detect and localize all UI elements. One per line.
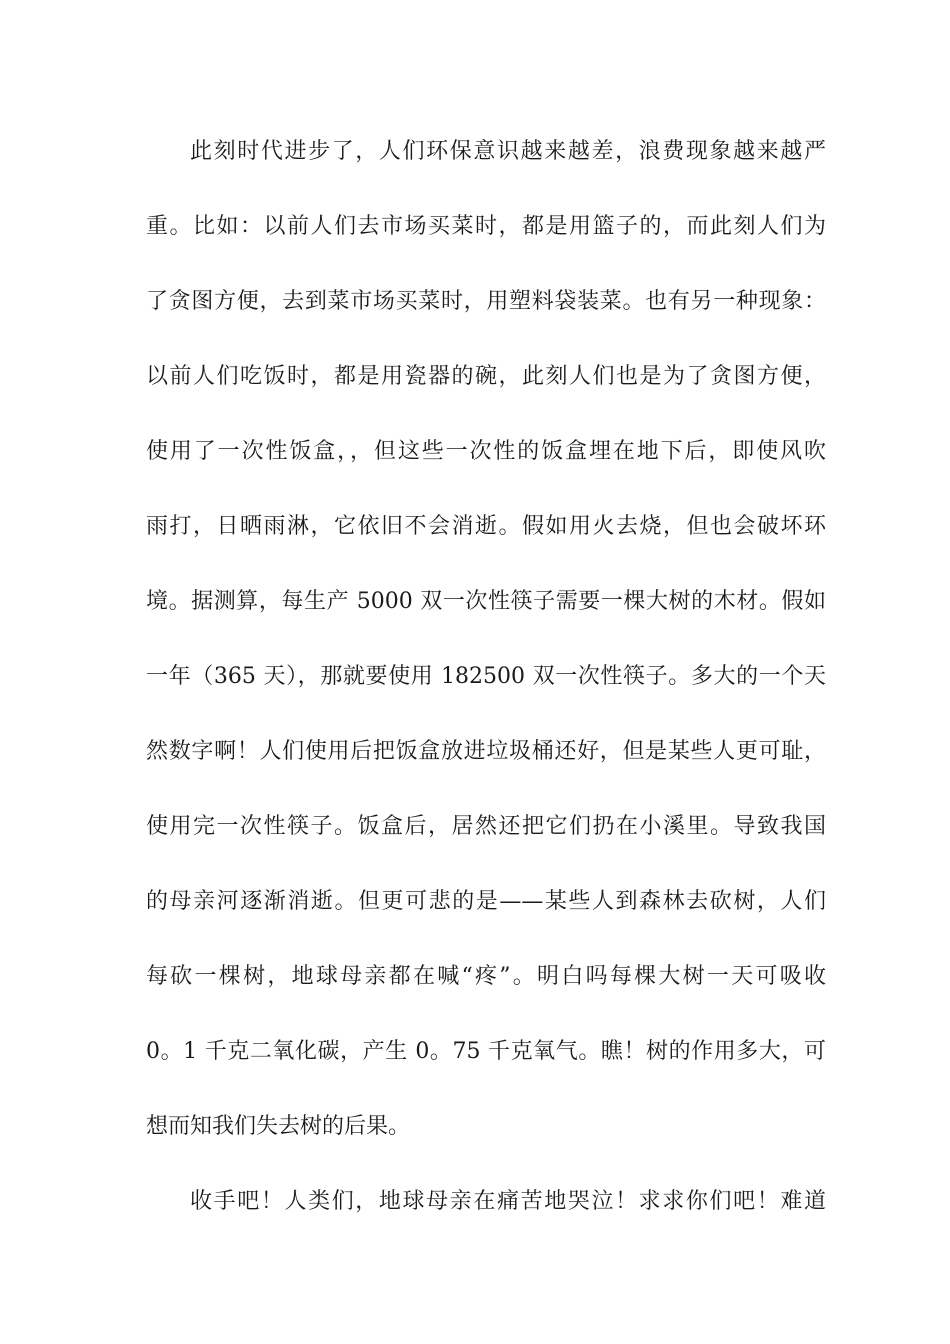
paragraph-1-line-11: 的母亲河逐渐消逝。但更可悲的是——某些人到森林去砍树，人们	[146, 889, 826, 914]
paragraph-1-line-12: 每砍一棵树，地球母亲都在喊“疼”。明白吗每棵大树一天可吸收	[146, 964, 826, 989]
paragraph-1-line-8: 一年（365 天），那就要使用 182500 双一次性筷子。多大的一个天	[146, 664, 826, 689]
paragraph-1-line-2: 重。比如：以前人们去市场买菜时，都是用篮子的，而此刻人们为	[146, 214, 826, 239]
paragraph-1-line-9: 然数字啊！人们使用后把饭盒放进垃圾桶还好，但是某些人更可耻，	[146, 739, 826, 764]
paragraph-1-line-6: 雨打，日晒雨淋，它依旧不会消逝。假如用火去烧，但也会破坏环	[146, 514, 826, 539]
paragraph-1-line-4: 以前人们吃饭时，都是用瓷器的碗，此刻人们也是为了贪图方便，	[146, 364, 826, 389]
paragraph-1-line-1: 此刻时代进步了，人们环保意识越来越差，浪费现象越来越严	[190, 139, 826, 164]
paragraph-1-line-7: 境。据测算，每生产 5000 双一次性筷子需要一棵大树的木材。假如	[146, 589, 826, 614]
paragraph-2-line-1: 收手吧！人类们，地球母亲在痛苦地哭泣！求求你们吧！难道	[190, 1189, 826, 1214]
paragraph-1-line-14: 想而知我们失去树的后果。	[146, 1114, 411, 1139]
paragraph-1-line-10: 使用完一次性筷子。饭盒后，居然还把它们扔在小溪里。导致我国	[146, 814, 826, 839]
paragraph-1-line-3: 了贪图方便，去到菜市场买菜时，用塑料袋装菜。也有另一种现象：	[146, 289, 826, 314]
paragraph-1-line-5: 使用了一次性饭盒，，但这些一次性的饭盒埋在地下后，即使风吹	[146, 439, 826, 464]
paragraph-1-line-13: 0。1 千克二氧化碳，产生 0。75 千克氧气。瞧！树的作用多大，可	[146, 1039, 826, 1064]
